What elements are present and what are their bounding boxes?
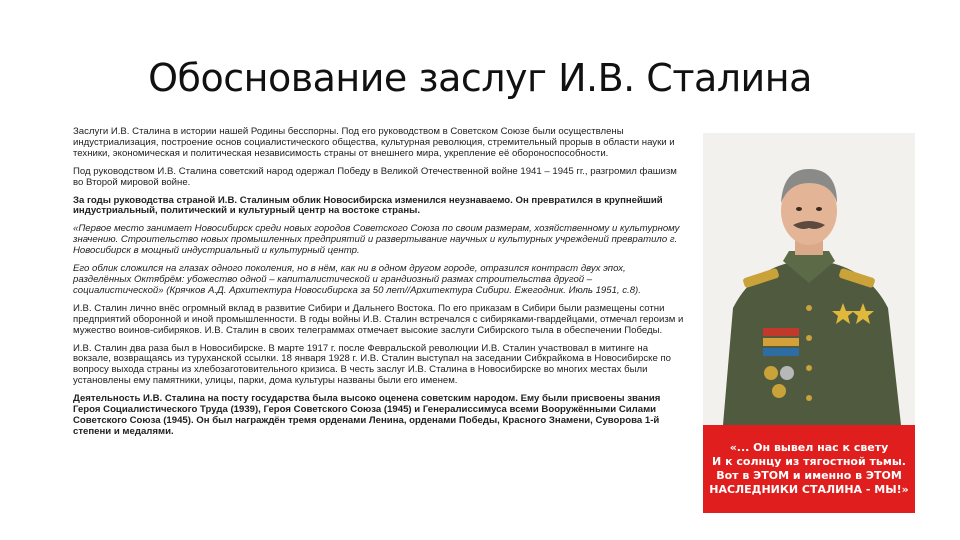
banner-line: Вот в ЭТОМ и именно в ЭТОМ	[716, 469, 902, 482]
quote-first-place: «Первое место занимает Новосибирск среди новых городов Советского Союза по своим размерам, хозяйственному и культурному значению. Строительство новых промышленных предприятий и развертывание научных и культурных учреждений превратило г. Новосибирск в мощный индустриальный и культурный центр.	[73, 223, 680, 257]
portrait-image	[703, 133, 915, 513]
banner-line: И к солнцу из тягостной тьмы.	[712, 455, 906, 468]
paragraph-merits: Заслуги И.В. Сталина в истории нашей Родины бесспорны. Под его руководством в Советском Союзе были осуществлены индустриализация, построение основ социалистического общества, культурная революция, стремительный прорыв в области науки и техники, экономическая и политическая независимость страны от внешнего мира, укрепление её обороноспособности.	[73, 126, 675, 159]
paragraph-siberia: И.В. Сталин лично внёс огромный вклад в развитие Сибири и Дальнего Востока. По его приказам в Сибири были размещены сотни предприятий оборонной и иной промышленности. В годы войны И.В. Сталин встречался с сибиряками-гвардейцами, отмечал героизм и мужество воинов-сибиряков. И.В. Сталин в своих телеграммах отмечает высокие заслуги Сибирского тыла в обеспечении Победы.	[73, 302, 684, 336]
paragraph-visits: И.В. Сталин два раза был в Новосибирске. В марте 1917 г. после Февральской революции И.В. Сталин участвовал в митинге на вокзале, возвращаясь из туруханской ссылки. 18 января 1928 г. И.В. Сталин выступал на заседании Сибкрайкома в Новосибирске по вопросу выхода страны из хлебозаготовительного кризиса. В честь заслуг И.В. Сталина в Новосибирске во многих местах были установлены ему памятники, улицы, парки, дома культуры названы были его именем.	[73, 342, 671, 387]
quote-city-image: Его облик сложился на глазах одного поколения, но в нём, как ни в одном другом городе, отразился контраст двух эпох, разделённых Октябрём: убожество одной – капиталистической и грандиозный размах строительства другой – социалистической» (Крячков А.Д. Архитектура Новосибирска за 50 лет//Архитектура Сибири. Ежегодник. Июль 1951, с.8).	[73, 263, 641, 296]
banner-line: НАСЛЕДНИКИ СТАЛИНА - МЫ!»	[709, 483, 909, 496]
slide-title: Обоснование заслуг И.В. Сталина	[148, 56, 812, 100]
slide-body	[73, 127, 685, 445]
portrait-illustration	[703, 133, 915, 425]
banner-line: «... Он вывел нас к свету	[729, 441, 889, 454]
paragraph-victory: Под руководством И.В. Сталина советский народ одержал Победу в Великой Отечественной войне 1941 – 1945 гг., разгромил фашизм во Второй мировой войне.	[73, 165, 677, 188]
paragraph-novosibirsk: За годы руководства страной И.В. Сталиным облик Новосибирска изменился неузнаваемо. Он превратился в крупнейший индустриальный, политический и культурный центр на востоке страны.	[73, 194, 663, 217]
paragraph-awards: Деятельность И.В. Сталина на посту государства была высоко оценена советским народом. Ему были присвоены звания Героя Социалистического Труда (1939), Героя Советского Союза (1945) и Генералиссимуса всеми Вооружёнными Силами Советского Союза (1945). Он был награждён тремя орденами Ленина, орденами Победы, Красного Знамени, Суворова 1-й степени и медалями.	[73, 393, 661, 437]
quote-banner	[703, 425, 915, 513]
